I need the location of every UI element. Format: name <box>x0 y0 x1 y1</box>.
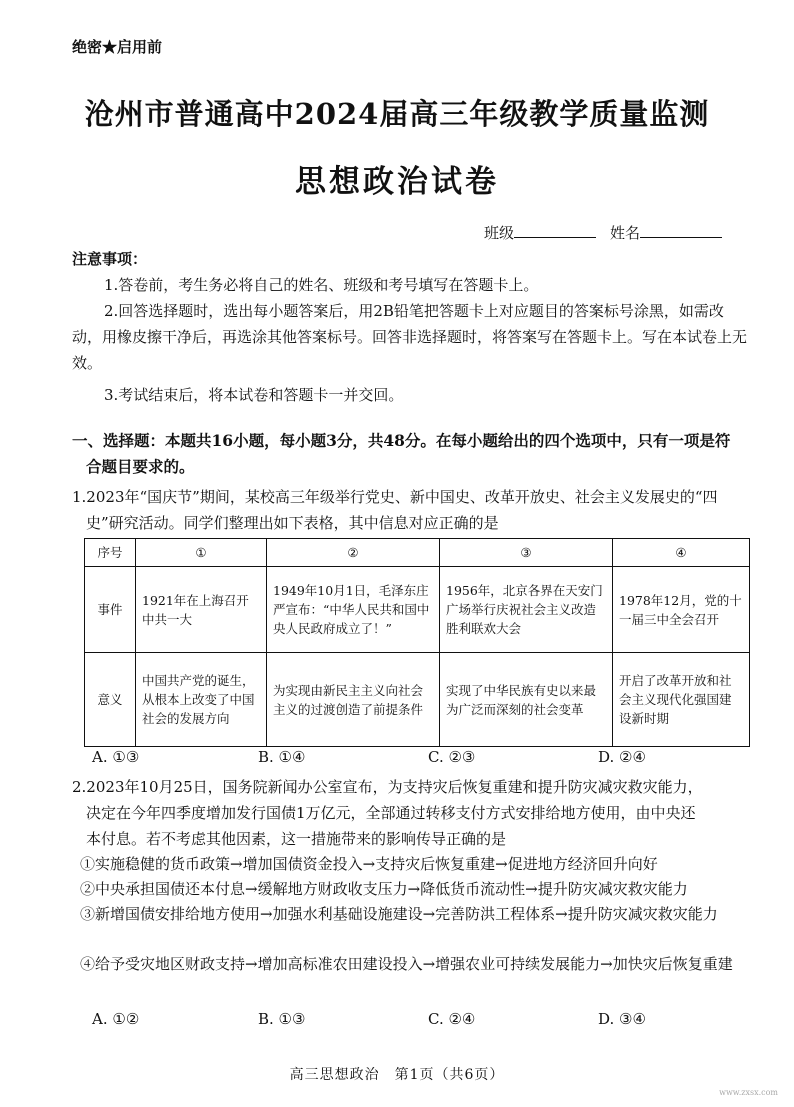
table-cell: 为实现由新民主主义向社会主义的过渡创造了前提条件 <box>267 653 440 747</box>
section-heading-line1: 一、选择题：本题共16小题，每小题3分，共48分。在每小题给出的四个选项中，只有一项是符 <box>72 431 731 450</box>
table-cell: 实现了中华民族有史以来最为广泛而深刻的社会变革 <box>440 653 613 747</box>
class-blank <box>514 223 596 238</box>
option-c[interactable]: C. ②④ <box>428 1010 476 1028</box>
option-d[interactable]: D. ③④ <box>598 1010 646 1028</box>
table-cell: 1921年在上海召开中共一大 <box>136 567 267 653</box>
table-row <box>85 567 750 653</box>
note-item: 2.回答选择题时，选出每小题答案后，用2B铅笔把答题卡上对应题目的答案标号涂黑，如需改动，用橡皮擦干净后，再选涂其他答案标号。回答非选择题时，将答案写在答题卡上。写在本试卷上无效。 <box>72 302 748 372</box>
option-d[interactable]: D. ②④ <box>598 748 646 766</box>
option-a[interactable]: A. ①③ <box>92 748 140 766</box>
question-1-line1: 1.2023年“国庆节”期间，某校高三年级举行党史、新中国史、改革开放史、社会主义发展史的“四 <box>72 488 718 506</box>
name-label: 姓名 <box>610 224 641 242</box>
table-header-cell: ① <box>136 539 267 567</box>
chain-item: ①实施稳健的货币政策→增加国债资金投入→支持灾后恢复重建→促进地方经济回升向好 <box>80 855 658 873</box>
table-cell: 开启了改革开放和社会主义现代化强国建设新时期 <box>613 653 750 747</box>
row-label-meaning: 意义 <box>85 653 136 747</box>
question-2-line1: 2.2023年10月25日，国务院新闻办公室宣布，为支持灾后恢复重建和提升防灾减灾救灾能力， <box>72 778 703 796</box>
option-c[interactable]: C. ②③ <box>428 748 476 766</box>
option-b[interactable]: B. ①④ <box>258 748 306 766</box>
note-item: 3.考试结束后，将本试卷和答题卡一并交回。 <box>104 386 404 404</box>
exam-title: 沧州市普通高中2024届高三年级教学质量监测 <box>84 97 710 131</box>
table-header-row <box>85 539 750 567</box>
note-item: 1.答卷前，考生务必将自己的姓名、班级和考号填写在答题卡上。 <box>104 276 539 294</box>
table-header-cell: 序号 <box>85 539 136 567</box>
chain-item: ④给予受灾地区财政支持→增加高标准农田建设投入→增强农业可持续发展能力→加快灾后恢复重建 <box>80 955 733 973</box>
section-heading <box>72 428 762 480</box>
confidential-label: 绝密★启用前 <box>72 38 163 56</box>
exam-subject: 思想政治试卷 <box>295 164 499 200</box>
class-name-line <box>484 222 736 243</box>
table-header-cell: ③ <box>440 539 613 567</box>
table-cell: 1949年10月1日，毛泽东庄严宣布：“中华人民共和国中央人民政府成立了！” <box>267 567 440 653</box>
table-row <box>85 653 750 747</box>
question-2-stem <box>72 774 762 852</box>
question-1-stem <box>72 484 762 536</box>
table-header-cell: ④ <box>613 539 750 567</box>
table-header-cell: ② <box>267 539 440 567</box>
name-blank <box>640 223 722 238</box>
table-cell: 1956年，北京各界在天安门广场举行庆祝社会主义改造胜利联欢大会 <box>440 567 613 653</box>
chain-item: ③新增国债安排给地方使用→加强水利基础设施建设→完善防洪工程体系→提升防灾减灾救灾能力 <box>80 905 718 923</box>
chain-item: ②中央承担国债还本付息→缓解地方财政收支压力→降低货币流动性→提升防灾减灾救灾能力 <box>80 880 688 898</box>
option-a[interactable]: A. ①② <box>92 1010 140 1028</box>
table-cell: 1978年12月，党的十一届三中全会召开 <box>613 567 750 653</box>
history-table <box>84 538 750 747</box>
question-2-line2: 决定在今年四季度增加发行国债1万亿元，全部通过转移支付方式安排给地方使用，由中央还 <box>86 804 696 822</box>
option-b[interactable]: B. ①③ <box>258 1010 306 1028</box>
notes-title: 注意事项： <box>72 250 148 268</box>
question-2-line3: 本付息。若不考虑其他因素，这一措施带来的影响传导正确的是 <box>86 830 507 848</box>
question-1-line2: 史”研究活动。同学们整理出如下表格，其中信息对应正确的是 <box>86 514 499 532</box>
section-heading-line2: 合题目要求的。 <box>86 457 195 476</box>
watermark: www.zxsx.com <box>719 1088 778 1097</box>
table-cell: 中国共产党的诞生，从根本上改变了中国社会的发展方向 <box>136 653 267 747</box>
class-label: 班级 <box>484 224 515 242</box>
page-footer: 高三思想政治 第1页（共6页） <box>289 1067 505 1083</box>
row-label-events: 事件 <box>85 567 136 653</box>
